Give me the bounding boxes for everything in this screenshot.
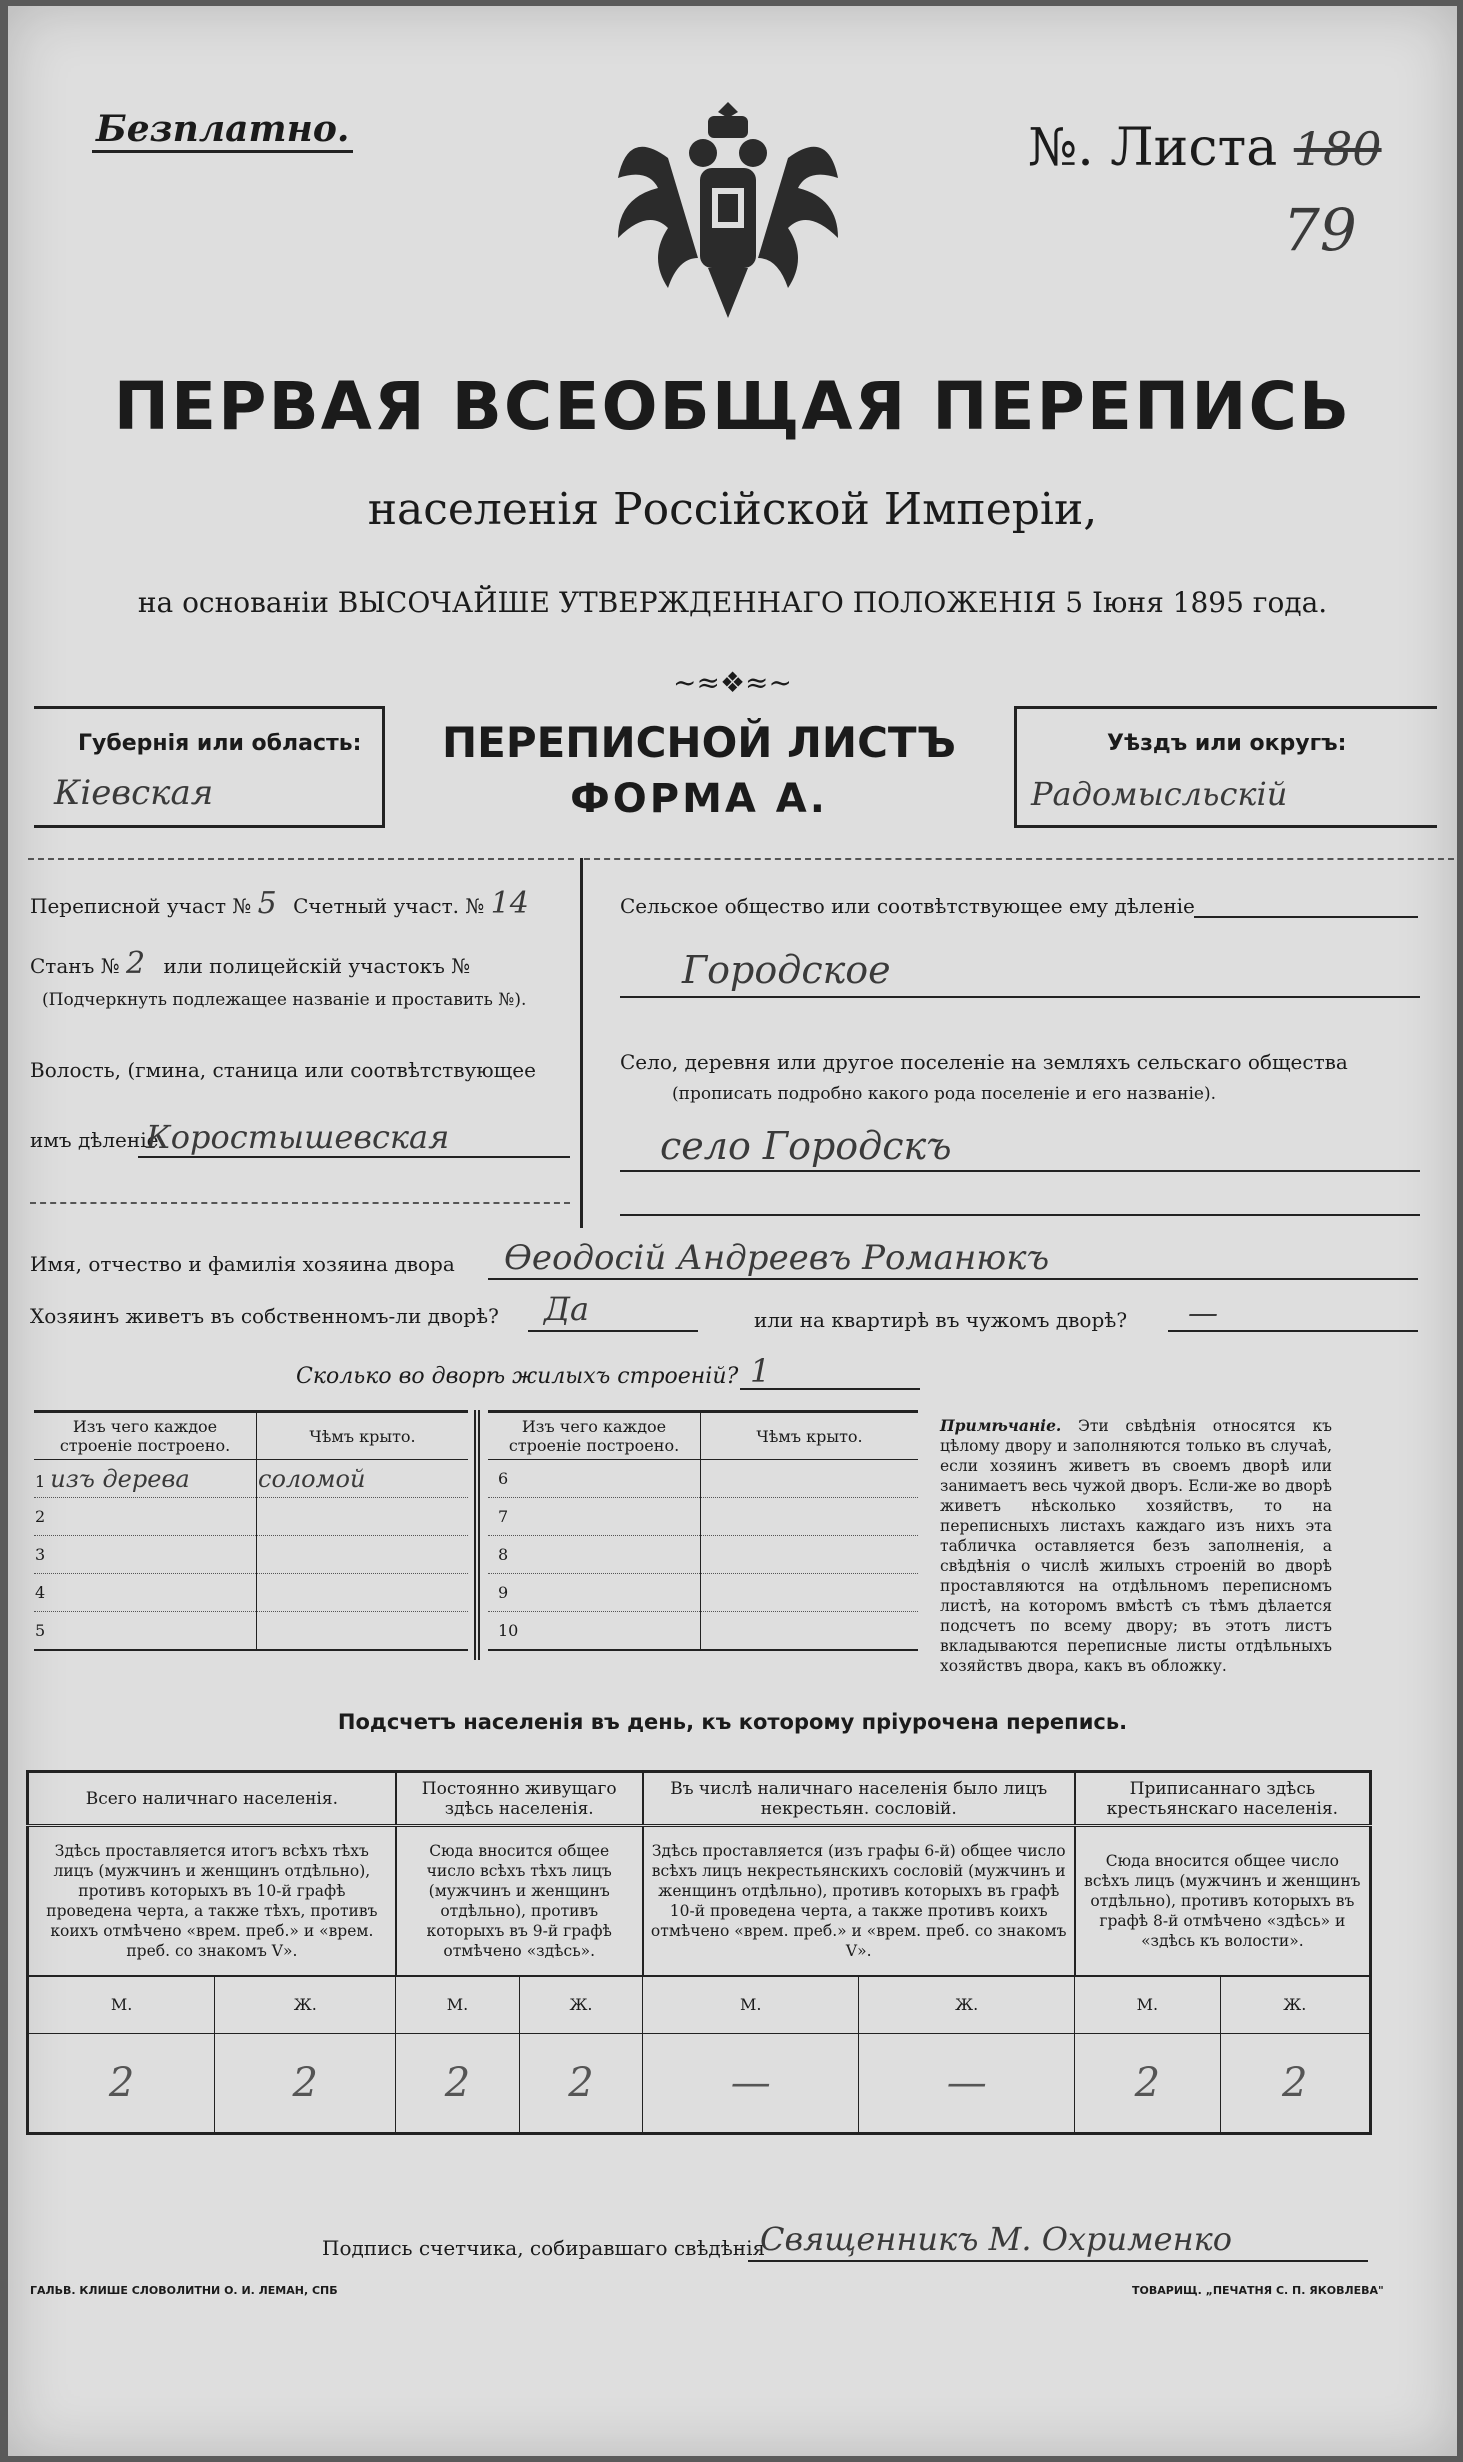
table-row [34,1460,468,1498]
f-label: Ж. [859,1976,1075,2034]
row-roof [701,1460,919,1498]
table-row [488,1536,918,1574]
uchast-row [30,886,529,921]
sheet-number-handwritten: 79 [1283,196,1357,264]
village-line [620,1170,1420,1172]
uchast-value: 5 [257,886,277,921]
society-label: Сельское общество или соотвѣтствующее ему дѣленіе [620,894,1195,918]
row-roof [701,1612,919,1650]
owner-rent-value: — [1188,1296,1218,1331]
owner-own-line [528,1330,698,1332]
buildings-separator [474,1410,480,1660]
divider-top [28,858,574,860]
volost-label-1: Волость, (гмина, станица или соотвѣтствующее [30,1058,536,1082]
col-material-right: Изъ чего каждое строеніе построено. [488,1412,701,1460]
row-cell: 5 [34,1612,257,1650]
volost-line-2 [30,1202,570,1204]
m-label: М. [1075,1976,1220,2034]
count-value: 2 [1220,2034,1370,2134]
row-roof [257,1498,469,1536]
divider-top-right [584,858,1454,860]
village-note: (прописать подробно какого рода поселеніе и его названіе). [672,1084,1216,1104]
volost-label-2: имъ дѣленіе [30,1128,159,1152]
table-row [488,1574,918,1612]
buildings-line [740,1388,920,1390]
row-roof: соломой [257,1460,469,1498]
buildings-value: 1 [750,1352,771,1390]
row-material: изъ дерева [50,1464,190,1493]
buildings-head-left [34,1412,468,1460]
owner-name-line [488,1278,1418,1280]
society-value: Городское [682,948,891,992]
row-cell: 4 [34,1574,257,1612]
owner-own-label: Хозяинъ живетъ въ собственномъ-ли дворѣ? [30,1304,499,1328]
society-line-2 [620,996,1420,998]
buildings-table-right [488,1410,918,1651]
note-block [940,1416,1332,1676]
row-cell: 10 [488,1612,701,1650]
census-basis: на основаніи ВЫСОЧАЙШЕ УТВЕРЖДЕННАГО ПОЛОЖЕНІЯ 5 Іюня 1895 года. [137,586,1328,619]
count-table [26,1770,1372,2135]
count-col-desc: Сюда вносится общее число всѣхъ лицъ (мужчинъ и женщинъ отдѣльно), противъ которыхъ въ графѣ 8-й отмѣчено «здѣсь» и «здѣсь къ волости». [1075,1826,1371,1976]
f-label: Ж. [1220,1976,1370,2034]
census-subtitle: населенія Россійской Имперіи, [367,484,1098,535]
village-label: Село, деревня или другое поселеніе на земляхъ сельскаго общества [620,1050,1348,1074]
row-cell [34,1460,257,1498]
guberniya-label: Губернія или область: [78,731,362,756]
row-roof [701,1498,919,1536]
note-title: Примѣчаніе. [940,1416,1062,1435]
ornament: ~≈❖≈~ [673,666,792,699]
sheet-number [1028,118,1382,178]
sheet-number-label: №. Листа [1028,118,1278,178]
row-roof [257,1574,469,1612]
signature-label: Подпись счетчика, собиравшаго свѣдѣнія [322,2236,766,2260]
m-label: М. [643,1976,859,2034]
m-label: М. [28,1976,215,2034]
village-line-2 [620,1214,1420,1216]
count-col-head: Всего наличнаго населенія. [28,1772,396,1826]
m-label: М. [396,1976,520,2034]
count-desc-row [28,1826,1371,1976]
owner-own-value: Да [544,1290,590,1328]
census-sheet [8,6,1457,2456]
count-value-row [28,2034,1371,2134]
schet-value: 14 [490,886,529,921]
count-head-row [28,1772,1371,1826]
signature-value: Священникъ М. Охрименко [760,2220,1233,2258]
double-eagle-emblem [608,98,848,328]
form-type: ФОРМА А. [570,776,828,822]
table-row [34,1536,468,1574]
count-col-desc: Сюда вносится общее число всѣхъ тѣхъ лицъ (мужчинъ и женщинъ отдѣльно), противъ которыхъ въ 9-й графѣ отмѣчено «здѣсь». [396,1826,643,1976]
volost-line [138,1156,570,1158]
society-line [1194,916,1418,918]
schet-label: Счетный участ. № [293,894,485,918]
stan-label: Станъ № [30,954,120,978]
count-value: — [643,2034,859,2134]
count-col-desc: Здѣсь проставляется итогъ всѣхъ тѣхъ лицъ (мужчинъ и женщинъ отдѣльно), противъ которыхъ въ 10-й графѣ проведена черта, а также тѣхъ, противъ коихъ отмѣчено «врем. преб.» и «врем. преб. со знакомъ V». [28,1826,396,1976]
count-col-head: Постоянно живущаго здѣсь населенія. [396,1772,643,1826]
count-col-desc: Здѣсь проставляется (изъ графы 6-й) общее число всѣхъ лицъ некрестьянскихъ сословій (мужчинъ и женщинъ отдѣльно), противъ которыхъ въ графѣ 10-й проведена черта, а также противъ коихъ отмѣчено «врем. преб.» и «врем. преб. со знакомъ V». [643,1826,1075,1976]
count-title: Подсчетъ населенія въ день, къ которому пріурочена перепись. [337,1710,1128,1734]
volost-value: Коростышевская [146,1118,450,1156]
row-cell: 7 [488,1498,701,1536]
owner-rent-label: или на квартирѣ въ чужомъ дворѣ? [754,1308,1128,1332]
f-label: Ж. [215,1976,396,2034]
footer-right: ТОВАРИЩ. „ПЕЧАТНЯ С. П. ЯКОВЛЕВА" [1132,2284,1384,2297]
col-roof: Чѣмъ крыто. [257,1412,469,1460]
count-mf-row [28,1976,1371,2034]
count-value: 2 [215,2034,396,2134]
buildings-label: Сколько во дворѣ жилыхъ строеній? [296,1364,739,1389]
row-cell: 2 [34,1498,257,1536]
row-cell: 9 [488,1574,701,1612]
village-value: село Городскъ [660,1124,952,1168]
row-cell: 8 [488,1536,701,1574]
divider-vertical [580,858,583,1228]
table-row [488,1498,918,1536]
count-col-head: Приписаннаго здѣсь крестьянскаго населенія. [1075,1772,1371,1826]
row-roof [257,1612,469,1650]
row-roof [701,1536,919,1574]
police-note: (Подчеркнуть подлежащее названіе и проставить №). [42,990,527,1010]
guberniya-value: Кіевская [54,773,214,813]
owner-name-value: Өеодосій Андреевъ Романюкъ [504,1238,1050,1278]
stan-row [30,946,470,981]
count-col-head: Въ числѣ наличнаго населенія было лицъ некрестьян. сословій. [643,1772,1075,1826]
free-label: Безплатно. [92,108,353,153]
row-number: 1 [35,1471,46,1491]
row-cell: 6 [488,1460,701,1498]
owner-rent-line [1168,1330,1418,1332]
row-roof [701,1574,919,1612]
uezd-value: Радомысльскій [1031,775,1288,813]
table-row [34,1498,468,1536]
signature-line [748,2260,1368,2262]
police-label: или полицейскій участокъ № [163,954,471,978]
row-cell: 3 [34,1536,257,1574]
guberniya-box [34,706,385,828]
row-roof [257,1536,469,1574]
sheet-number-struck: 180 [1293,122,1382,176]
f-label: Ж. [519,1976,643,2034]
buildings-table-left [34,1410,468,1651]
col-roof-right: Чѣмъ крыто. [701,1412,919,1460]
count-value: 2 [28,2034,215,2134]
owner-name-label: Имя, отчество и фамилія хозяина двора [30,1252,455,1276]
footer-left: ГАЛЬВ. КЛИШЕ СЛОВОЛИТНИ О. И. ЛЕМАН, СПБ [30,2284,338,2297]
count-value: — [859,2034,1075,2134]
table-row [34,1574,468,1612]
table-row [34,1612,468,1650]
table-row [488,1612,918,1650]
table-row [488,1460,918,1498]
count-value: 2 [1075,2034,1220,2134]
uchast-label: Переписной участ № [30,894,252,918]
count-value: 2 [519,2034,643,2134]
col-material: Изъ чего каждое строеніе построено. [34,1412,257,1460]
stan-value: 2 [126,946,146,981]
count-value: 2 [396,2034,520,2134]
form-name: ПЕРЕПИСНОЙ ЛИСТЪ [441,718,957,767]
note-text: Эти свѣдѣнія относятся къ цѣлому двору и заполняются только въ случаѣ, если хозяинъ живетъ въ своемъ дворѣ или занимаетъ весь чужой дворъ. Если-же во дворѣ живетъ нѣсколько хозяйствъ, то на переписныхъ листахъ каждаго изъ нихъ эта табличка оставляется безъ заполненія, а свѣдѣнія о числѣ жилыхъ строеній во дворѣ проставляются на отдѣльномъ переписномъ листѣ, на которомъ вмѣстѣ съ тѣмъ дѣлается подсчетъ по всему двору; въ этотъ листъ вкладываются переписные листы отдѣльныхъ хозяйствъ двора, какъ въ обложку. [940,1417,1332,1675]
buildings-head-right [488,1412,918,1460]
census-title: ПЕРВАЯ ВСЕОБЩАЯ ПЕРЕПИСЬ [113,368,1352,445]
uezd-label: Уѣздъ или округъ: [1107,731,1347,756]
uezd-box [1014,706,1437,828]
